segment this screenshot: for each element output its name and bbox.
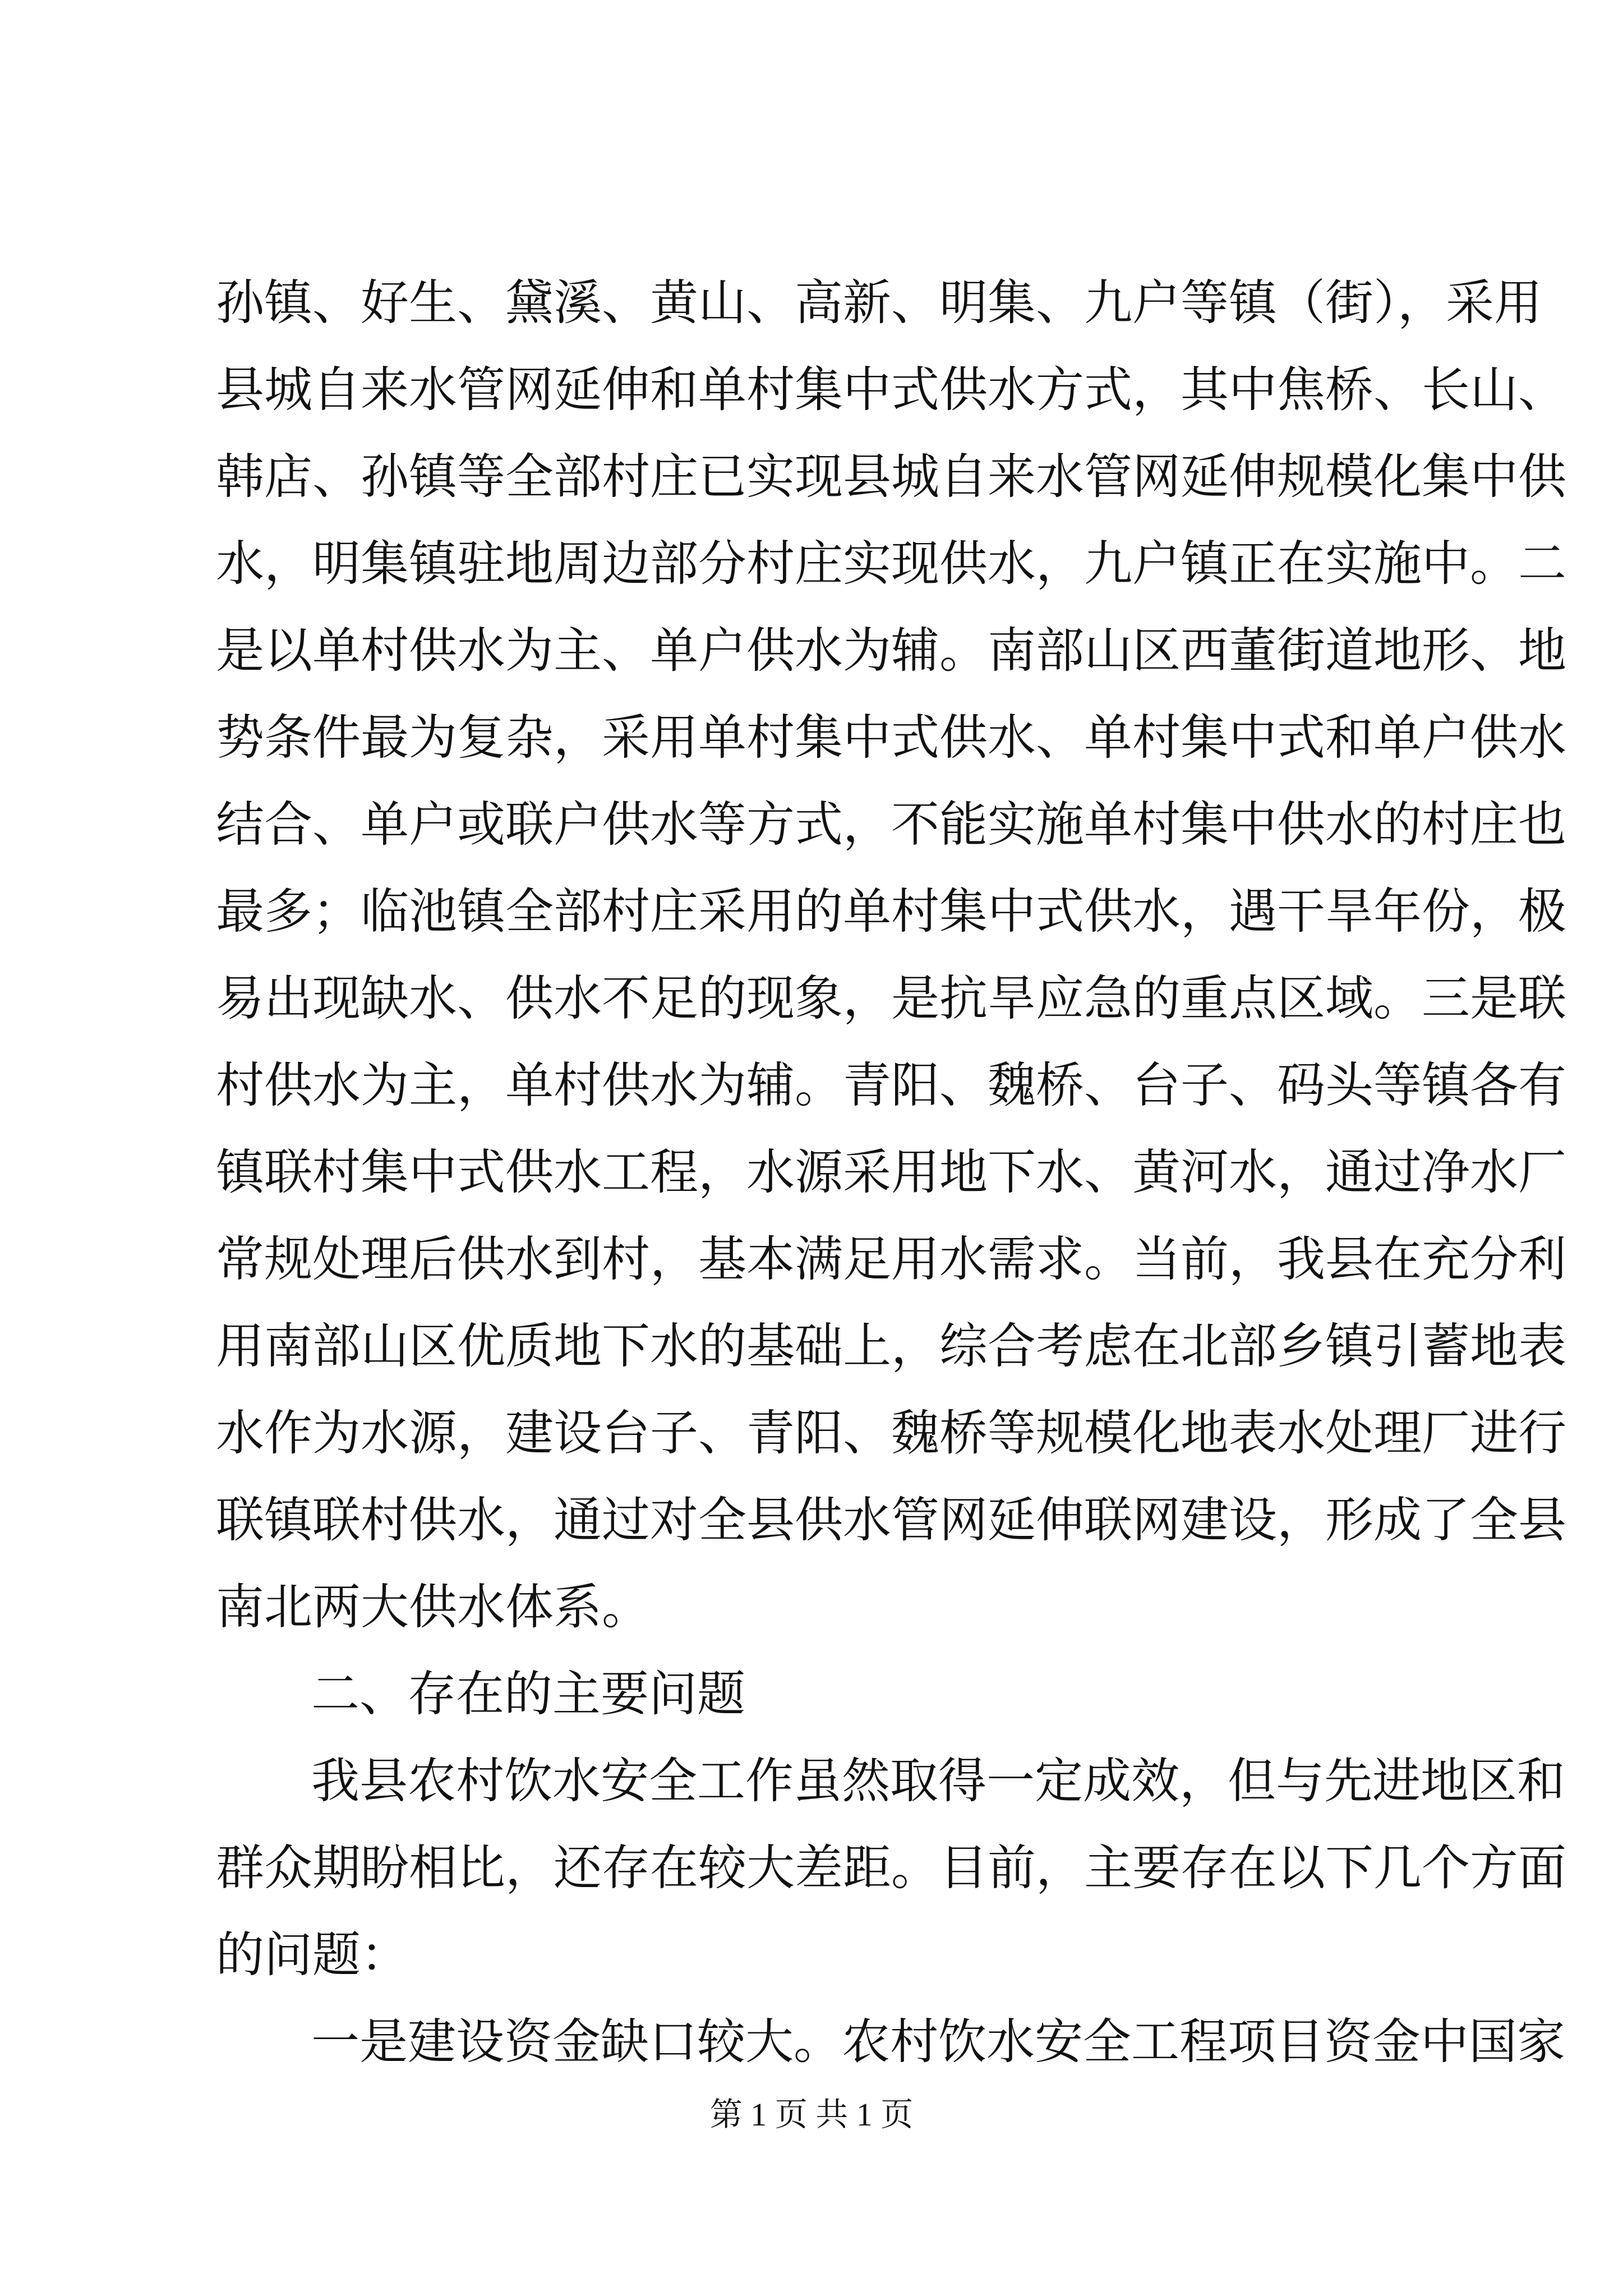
body-text-line: 联镇联村供水，通过对全县供水管网延伸联网建设，形成了全县: [216, 1492, 1566, 1548]
body-text-line: 一是建设资金缺口较大。农村饮水安全工程项目资金中国家: [311, 2014, 1565, 2070]
body-text-line: 镇联村集中式供水工程，水源采用地下水、黄河水，通过净水厂: [216, 1144, 1566, 1200]
body-text-line: 势条件最为复杂，采用单村集中式供水、单村集中式和单户供水: [216, 710, 1566, 766]
body-text-line: 最多；临池镇全部村庄采用的单村集中式供水，遇干旱年份，极: [216, 884, 1566, 940]
body-text-line: 南北两大供水体系。: [216, 1579, 650, 1635]
body-text-line: 我县农村饮水安全工作虽然取得一定成效，但与先进地区和: [311, 1753, 1565, 1809]
body-text-line: 的问题：: [216, 1927, 409, 1983]
page-footer: 第 1 页 共 1 页: [709, 2096, 914, 2133]
body-text-line: 是以单村供水为主、单户供水为辅。南部山区西董街道地形、地: [216, 623, 1566, 679]
body-text-line: 常规处理后供水到村，基本满足用水需求。当前，我县在充分利: [216, 1231, 1566, 1287]
body-text-line: 韩店、孙镇等全部村庄已实现县城自来水管网延伸规模化集中供: [216, 449, 1566, 505]
body-text-line: 用南部山区优质地下水的基础上，综合考虑在北部乡镇引蓄地表: [216, 1318, 1566, 1374]
body-text-line: 水作为水源，建设台子、青阳、魏桥等规模化地表水处理厂进行: [216, 1405, 1566, 1461]
section-heading: 二、存在的主要问题: [311, 1666, 745, 1722]
body-text-line: 县城自来水管网延伸和单村集中式供水方式，其中焦桥、长山、: [216, 362, 1566, 418]
body-text-line: 结合、单户或联户供水等方式，不能实施单村集中供水的村庄也: [216, 797, 1566, 853]
body-text-line: 水，明集镇驻地周边部分村庄实现供水，九户镇正在实施中。二: [216, 536, 1566, 592]
body-text-line: 孙镇、好生、黛溪、黄山、高新、明集、九户等镇（街），采用: [216, 275, 1542, 331]
body-text-line: 村供水为主，单村供水为辅。青阳、魏桥、台子、码头等镇各有: [216, 1057, 1566, 1114]
body-text-line: 群众期盼相比，还存在较大差距。目前，主要存在以下几个方面: [216, 1840, 1566, 1896]
body-text-line: 易出现缺水、供水不足的现象，是抗旱应急的重点区域。三是联: [216, 970, 1566, 1027]
